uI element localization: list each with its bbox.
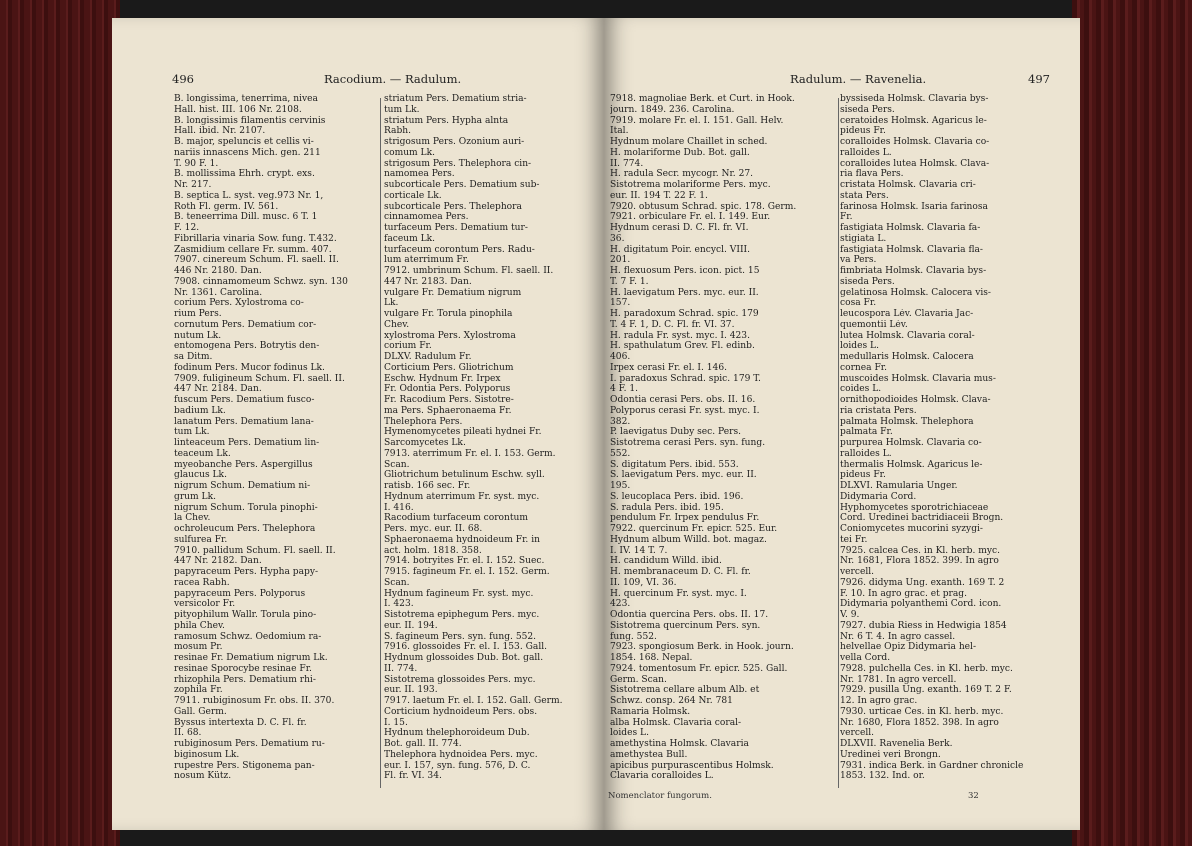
text-line: B. major, speluncis et cellis vi- [174, 137, 314, 147]
text-line: 12. In agro grac. [840, 696, 918, 706]
text-line: racea Rabh. [174, 577, 230, 588]
text-line: 552. [610, 448, 631, 459]
text-line: medullaris Holmsk. Calocera [840, 352, 974, 362]
text-line: linteaceum Pers. Dematium lin- [174, 438, 320, 448]
text-line: nigrum Schum. Torula pinophi- [174, 502, 318, 513]
text-line: Sistotrema cellare album Alb. et [610, 685, 760, 696]
text-line: 4 F. 1. [610, 384, 639, 395]
book-cover-left [0, 0, 120, 846]
text-line: fastigiata Holmsk. Clavaria fla- [840, 244, 984, 255]
text-line: V. 9. [840, 610, 860, 620]
text-line: quemontii Lév. [840, 319, 908, 330]
text-line: Uredinei veri Brongn. [840, 749, 941, 760]
text-line: nigrum Schum. Dematium ni- [174, 481, 311, 491]
text-line: ria cristata Pers. [840, 405, 917, 416]
text-line: Hydnum glossoides Dub. Bot. gall. [384, 653, 544, 663]
page-number: 496 [172, 72, 194, 86]
text-line: Fr. Odontia Pers. Polyporus [384, 384, 511, 395]
text-line: Scan. [384, 577, 410, 588]
text-line: 7910. pallidum Schum. Fl. saell. II. [174, 545, 336, 556]
text-line: tum Lk. [174, 427, 210, 438]
text-line: vercell. [840, 728, 875, 739]
text-line: amethystina Holmsk. Clavaria [610, 739, 749, 749]
text-line: Hyphomycetes sporotrichiaceae [840, 502, 989, 513]
text-line: strigosum Pers. Thelephora cin- [384, 158, 532, 169]
text-line: eur. II. 194 T. 22 F. 1. [610, 190, 708, 201]
text-line: S. leucoplaca Pers. ibid. 196. [610, 491, 744, 502]
text-line: DLXVI. Ramularia Unger. [840, 481, 958, 491]
text-line: 7923. spongiosum Berk. in Hook. journ. [610, 642, 794, 653]
text-line: ceratoides Holmsk. Agaricus le- [840, 115, 987, 126]
text-line: Sistotrema cerasi Pers. syn. fung. [610, 438, 766, 448]
text-line: corticale Lk. [384, 190, 442, 201]
text-line: palmata Fr. [840, 427, 893, 438]
text-line: II. 774. [384, 663, 418, 674]
text-line: myeobanche Pers. Aspergillus [174, 459, 313, 470]
running-head: Radulum. — Ravenelia. [790, 72, 927, 86]
text-line: resinae Fr. Dematium nigrum Lk. [174, 653, 328, 663]
text-line: 7931. indica Berk. in Gardner chronicle [840, 760, 1024, 771]
text-line: 7929. pusilla Ung. exanth. 169 T. 2 F. [840, 685, 1012, 696]
text-line: Nr. 1781. In agro vercell. [840, 674, 957, 685]
text-line: T. 7 F. 1. [610, 276, 649, 287]
text-line: DLXVII. Ravenelia Berk. [840, 739, 953, 749]
text-line: I. 15. [384, 717, 408, 728]
text-line: zophila Fr. [174, 685, 223, 696]
text-line: badium Lk. [174, 405, 226, 416]
text-line: 406. [610, 352, 631, 362]
text-line: turfaceum corontum Pers. Radu- [384, 244, 535, 255]
text-line: Fibrillaria vinaria Sow. fung. T.432. [174, 233, 337, 244]
text-line: Hydnum thelephoroideum Dub. [384, 728, 530, 739]
column-divider [838, 98, 839, 788]
text-line: subcorticale Pers. Dematium sub- [384, 180, 540, 190]
text-line: 423. [610, 599, 631, 610]
text-line: B. longissima, tenerrima, nivea [174, 94, 318, 104]
text-line: Odontia cerasi Pers. obs. II. 16. [610, 395, 756, 405]
text-line: Thelephora Pers. [384, 416, 463, 427]
text-line: rium Pers. [174, 309, 222, 319]
text-line: H. radula Fr. syst. myc. I. 423. [610, 330, 750, 341]
text-line: fastigiata Holmsk. Clavaria fa- [840, 223, 981, 233]
text-line: coralloides Holmsk. Clavaria co- [840, 137, 990, 147]
text-line: mosum Pr. [174, 642, 223, 653]
left-column-2 [384, 94, 594, 782]
text-line: versicolor Fr. [174, 599, 236, 610]
text-line: Clavaria coralloides L. [610, 771, 714, 782]
text-line: cosa Fr. [840, 298, 877, 309]
text-line: Sarcomycetes Lk. [384, 438, 466, 448]
text-line: Nr. 1680, Flora 1852. 398. In agro [840, 717, 999, 728]
text-line: corium Fr. [384, 341, 432, 352]
text-line: corium Pers. Xylostroma co- [174, 298, 304, 309]
text-line: nariis innascens Mich. gen. 211 [174, 147, 321, 158]
text-line: va Pers. [840, 255, 877, 266]
text-line: cornutum Pers. Dematium cor- [174, 319, 317, 330]
column-divider [380, 98, 381, 788]
text-line: H. digitatum Poir. encycl. VIII. [610, 244, 751, 255]
text-line: resinae Sporocybe resinae Fr. [174, 663, 312, 674]
text-line: 7928. pulchella Ces. in Kl. herb. myc. [840, 663, 1013, 674]
text-line: ratisb. 166 sec. Fr. [384, 481, 471, 491]
text-line: 7915. fagineum Fr. el. I. 152. Germ. [384, 567, 550, 577]
text-line: S. radula Pers. ibid. 195. [610, 502, 724, 513]
text-line: F. 10. In agro grac. et prag. [840, 588, 968, 599]
text-line: lum aterrimum Fr. [384, 255, 469, 266]
text-line: DLXV. Radulum Fr. [384, 352, 472, 362]
text-line: F. 12. [174, 223, 200, 233]
text-line: H. paradoxum Schrad. spic. 179 [610, 309, 759, 319]
right-page [604, 18, 1080, 830]
text-line: Hydnum fagineum Fr. syst. myc. [384, 588, 534, 599]
text-line: Zasmidium cellare Fr. summ. 407. [174, 244, 332, 255]
text-line: ramosum Schwz. Oedomium ra- [174, 631, 322, 642]
text-line: amethystea Bull. [610, 749, 688, 760]
text-line: leucospora Lév. Clavaria Jac- [840, 309, 974, 319]
text-line: vulgare Fr. Torula pinophila [384, 309, 513, 319]
text-line: Rabh. [384, 126, 412, 137]
text-line: Corticium Pers. Gliotrichum [384, 362, 514, 373]
text-line: vella Cord. [840, 653, 891, 663]
text-line: 7921. orbiculare Fr. el. I. 149. Eur. [610, 212, 771, 223]
text-line: Fr. [840, 212, 853, 223]
text-line: Hydnum album Willd. bot. magaz. [610, 534, 767, 545]
text-line: Racodium turfaceum corontum [384, 513, 529, 524]
text-line: siseda Pers. [840, 276, 895, 287]
text-line: ochroleucum Pers. Thelephora [174, 524, 316, 534]
text-line: fuscum Pers. Dematium fusco- [174, 395, 315, 405]
text-line: T. 90 F. 1. [174, 158, 219, 169]
text-line: Hydnum molare Chaillet in sched. [610, 137, 768, 147]
text-line: rupestre Pers. Stigonema pan- [174, 760, 315, 771]
text-line: lutea Holmsk. Clavaria coral- [840, 330, 975, 341]
text-line: glaucus Lk. [174, 470, 227, 481]
text-line: 7914. botryites Fr. el. I. 152. Suec. [384, 556, 545, 567]
text-line: S. digitatum Pers. ibid. 553. [610, 459, 739, 470]
text-line: 1854. 168. Nepal. [610, 653, 693, 663]
text-line: 201. [610, 255, 631, 266]
text-line: ralloides L. [840, 448, 892, 459]
text-line: Nr. 1681, Flora 1852. 399. In agro [840, 556, 999, 567]
text-line: sulfurea Fr. [174, 534, 228, 545]
text-line: Eschw. Hydnum Fr. Irpex [384, 373, 501, 384]
text-line: phila Chev. [174, 620, 225, 631]
text-line: Schwz. consp. 264 Nr. 781 [610, 696, 733, 706]
text-line: pityophilum Wallr. Torula pino- [174, 610, 317, 620]
text-line: journ. 1849. 236. Carolina. [610, 104, 735, 115]
text-line: siseda Pers. [840, 104, 895, 115]
text-line: Hymenomycetes pileati hydnei Fr. [384, 427, 542, 438]
text-line: Odontia quercina Pers. obs. II. 17. [610, 610, 769, 620]
text-line: II. 109, VI. 36. [610, 577, 677, 588]
text-line: Hydnum aterrimum Fr. syst. myc. [384, 491, 540, 502]
text-line: papyraceum Pers. Polyporus [174, 588, 306, 599]
text-line: Gliotrichum betulinum Eschw. syll. [384, 470, 545, 481]
text-line: H. spathulatum Grev. Fl. edinb. [610, 341, 755, 352]
text-line: apicibus purpurascentibus Holmsk. [610, 760, 774, 771]
text-line: H. molariforme Dub. Bot. gall. [610, 147, 750, 158]
right-column-2 [840, 94, 1052, 782]
text-line: rhizophila Pers. Dematium rhi- [174, 674, 316, 685]
text-line: Byssus intertexta D. C. Fl. fr. [174, 717, 307, 728]
text-line: Sphaeronaema hydnoideum Fr. in [384, 534, 540, 545]
text-line: rubiginosum Pers. Dematium ru- [174, 739, 325, 749]
text-line: Hydnum cerasi D. C. Fl. fr. VI. [610, 223, 749, 233]
text-line: 7913. aterrimum Fr. el. I. 153. Germ. [384, 448, 556, 459]
text-line: tum Lk. [384, 104, 420, 115]
text-line: faceum Lk. [384, 233, 436, 244]
text-line: 7930. urticae Ces. in Kl. herb. myc. [840, 706, 1004, 717]
text-line: H. candidum Willd. ibid. [610, 556, 722, 567]
text-line: pideus Fr. [840, 470, 886, 481]
text-line: Pers. myc. eur. II. 68. [384, 524, 483, 534]
text-line: H. quercinum Fr. syst. myc. I. [610, 588, 747, 599]
text-line: B. teneerrima Dill. musc. 6 T. 1 [174, 212, 318, 223]
text-line: Corticium hydnoideum Pers. obs. [384, 706, 538, 717]
text-line: eur. I. 157, syn. fung. 576, D. C. [384, 760, 531, 771]
text-line: eur. II. 194. [384, 620, 438, 631]
text-line: helvellae Opiz Didymaria hel- [840, 642, 977, 653]
text-line: vercell. [840, 567, 875, 577]
text-line: II. 774. [610, 158, 644, 169]
text-line: 447 Nr. 2183. Dan. [384, 276, 472, 287]
text-line: Didymaria polyanthemi Cord. icon. [840, 599, 1002, 610]
text-line: Fr. Racodium Pers. Sistotre- [384, 395, 514, 405]
text-line: cinnamomea Pers. [384, 212, 469, 223]
text-line: 7909. fuligineum Schum. Fl. saell. II. [174, 373, 345, 384]
text-line: 157. [610, 298, 631, 309]
text-line: I. IV. 14 T. 7. [610, 545, 668, 556]
text-line: alba Holmsk. Clavaria coral- [610, 717, 742, 728]
text-line: I. 416. [384, 502, 414, 513]
text-line: S. laevigatum Pers. myc. eur. II. [610, 470, 757, 481]
text-line: 7920. obtusum Schrad. spic. 178. Germ. [610, 201, 797, 212]
text-line: Nr. 1361. Carolina. [174, 287, 263, 298]
text-line: la Chev. [174, 513, 211, 524]
text-line: 7925. calcea Ces. in Kl. herb. myc. [840, 545, 1000, 556]
text-line: coralloides lutea Holmsk. Clava- [840, 158, 990, 169]
page-number: 497 [1028, 72, 1050, 86]
text-line: Sistotrema quercinum Pers. syn. [610, 620, 761, 631]
text-line: gelatinosa Holmsk. Calocera vis- [840, 287, 991, 298]
text-line: H. radula Secr. mycogr. Nr. 27. [610, 169, 754, 180]
text-line: 7916. glossoides Fr. el. I. 153. Gall. [384, 642, 548, 653]
text-line: Germ. Scan. [610, 674, 667, 685]
text-line: II. 68. [174, 728, 202, 739]
text-line: 7927. dubia Riess in Hedwigia 1854 [840, 620, 1007, 631]
left-column-1 [174, 94, 378, 782]
left-page [112, 18, 604, 830]
text-line: Ital. [610, 126, 629, 137]
text-line: ornithopodioides Holmsk. Clava- [840, 395, 991, 405]
text-line: turfaceum Pers. Dematium tur- [384, 223, 528, 233]
text-line: 7919. molare Fr. el. I. 151. Gall. Helv. [610, 115, 784, 126]
text-line: 7917. laetum Fr. el. I. 152. Gall. Germ. [384, 696, 563, 706]
text-line: Scan. [384, 459, 410, 470]
text-line: Nr. 6 T. 4. In agro cassel. [840, 631, 956, 642]
text-line: ria flava Pers. [840, 169, 904, 180]
text-line: byssiseda Holmsk. Clavaria bys- [840, 94, 989, 104]
text-line: B. septica L. syst. veg.973 Nr. 1, [174, 190, 324, 201]
text-line: H. laevigatum Pers. myc. eur. II. [610, 287, 759, 298]
text-line: B. mollissima Ehrh. crypt. exs. [174, 169, 315, 180]
text-line: 7911. rubiginosum Fr. obs. II. 370. [174, 696, 335, 706]
text-line: I. 423. [384, 599, 414, 610]
running-head: Racodium. — Radulum. [324, 72, 462, 86]
text-line: biginosum Lk. [174, 749, 240, 760]
text-line: lanatum Pers. Dematium lana- [174, 416, 314, 427]
text-line: 7926. didyma Ung. exanth. 169 T. 2 [840, 577, 1005, 588]
text-line: Coniomycetes mucorini syzygi- [840, 524, 983, 534]
text-line: I. paradoxus Schrad. spic. 179 T. [610, 373, 761, 384]
right-column-1 [610, 94, 836, 782]
text-line: T. 4 F. 1, D. C. Fl. fr. VI. 37. [610, 319, 735, 330]
text-line: pendulum Fr. Irpex pendulus Fr. [610, 513, 760, 524]
text-line: 7908. cinnamomeum Schwz. syn. 130 [174, 276, 348, 287]
text-line: 447 Nr. 2184. Dan. [174, 384, 262, 395]
text-line: loides L. [840, 341, 879, 352]
text-line: stata Pers. [840, 190, 889, 201]
text-line: H. flexuosum Pers. icon. pict. 15 [610, 266, 760, 276]
text-line: 7924. tomentosum Fr. epicr. 525. Gall. [610, 663, 788, 674]
text-line: papyraceum Pers. Hypha papy- [174, 567, 319, 577]
text-line: thermalis Holmsk. Agaricus le- [840, 459, 983, 470]
text-line: S. fagineum Pers. syn. fung. 552. [384, 631, 537, 642]
text-line: 7922. quercinum Fr. epicr. 525. Eur. [610, 524, 778, 534]
text-line: muscoides Holmsk. Clavaria mus- [840, 373, 996, 384]
text-line: 36. [610, 233, 625, 244]
text-line: fimbriata Holmsk. Clavaria bys- [840, 266, 987, 276]
text-line: 447 Nr. 2182. Dan. [174, 556, 262, 567]
left-page-header [112, 72, 604, 88]
text-line: purpurea Holmsk. Clavaria co- [840, 438, 982, 448]
text-line: H. membranaceum D. C. Fl. fr. [610, 567, 751, 577]
footer-sheet-number: 32 [968, 791, 979, 801]
text-line: Thelephora hydnoidea Pers. myc. [384, 749, 538, 760]
text-line: Irpex cerasi Fr. el. I. 146. [610, 362, 728, 373]
text-line: 382. [610, 416, 631, 427]
text-line: 7918. magnoliae Berk. et Curt. in Hook. [610, 94, 795, 104]
text-line: pideus Fr. [840, 126, 886, 137]
text-line: ralloides L. [840, 147, 892, 158]
text-line: 446 Nr. 2180. Dan. [174, 266, 262, 276]
text-line: stigiata L. [840, 233, 887, 244]
text-line: Fl. fr. VI. 34. [384, 771, 442, 782]
text-line: namomea Pers. [384, 169, 455, 180]
book-cover-right [1072, 0, 1192, 846]
text-line: Bot. gall. II. 774. [384, 739, 462, 749]
text-line: strigosum Pers. Ozonium auri- [384, 137, 525, 147]
text-line: ma Pers. Sphaeronaema Fr. [384, 405, 512, 416]
text-line: subcorticale Pers. Thelephora [384, 201, 522, 212]
text-line: vulgare Fr. Dematium nigrum [384, 287, 522, 298]
text-line: Didymaria Cord. [840, 491, 917, 502]
footer-signature: Nomenclator fungorum. [608, 791, 712, 801]
text-line: Hall. ibid. Nr. 2107. [174, 126, 266, 137]
text-line: 1853. 132. Ind. or. [840, 771, 925, 782]
text-line: fodinum Pers. Mucor fodinus Lk. [174, 362, 325, 373]
text-line: striatum Pers. Hypha alnta [384, 115, 509, 126]
text-line: nutum Lk. [174, 330, 222, 341]
text-line: Ramaria Holmsk. [610, 706, 691, 717]
text-line: Nr. 217. [174, 180, 212, 190]
text-line: Lk. [384, 298, 399, 309]
text-line: grum Lk. [174, 491, 216, 502]
text-line: Hall. hist. III. 106 Nr. 2108. [174, 104, 302, 115]
text-line: cornea Fr. [840, 362, 888, 373]
text-line: palmata Holmsk. Thelephora [840, 416, 974, 427]
text-line: entomogena Pers. Botrytis den- [174, 341, 320, 352]
text-line: B. longissimis filamentis cervinis [174, 115, 326, 126]
text-line: xylostroma Pers. Xylostroma [384, 330, 516, 341]
text-line: striatum Pers. Dematium stria- [384, 94, 527, 104]
text-line: nosum Kütz. [174, 771, 232, 782]
text-line: Sistotrema epiphegum Pers. myc. [384, 610, 540, 620]
text-line: Polyporus cerasi Fr. syst. myc. I. [610, 405, 760, 416]
text-line: Cord. Uredinei bactridiaceii Brogn. [840, 513, 1004, 524]
text-line: 7912. umbrinum Schum. Fl. saell. II. [384, 266, 554, 276]
text-line: Sistotrema glossoides Pers. myc. [384, 674, 536, 685]
text-line: 195. [610, 481, 631, 491]
text-line: tei Fr. [840, 534, 868, 545]
text-line: Chev. [384, 319, 410, 330]
text-line: farinosa Holmsk. Isaria farinosa [840, 201, 988, 212]
text-line: loides L. [610, 728, 649, 739]
text-line: Roth Fl. germ. IV. 561. [174, 201, 279, 212]
text-line: 7907. cinereum Schum. Fl. saell. II. [174, 255, 339, 266]
text-line: comum Lk. [384, 147, 436, 158]
text-line: act. holm. 1818. 358. [384, 545, 482, 556]
text-line: teaceum Lk. [174, 448, 231, 459]
text-line: Gall. Germ. [174, 706, 227, 717]
text-line: cristata Holmsk. Clavaria cri- [840, 180, 976, 190]
text-line: coides L. [840, 384, 882, 395]
text-line: P. laevigatus Duby sec. Pers. [610, 427, 742, 438]
right-page-header [604, 72, 1080, 88]
text-line: Sistotrema molariforme Pers. myc. [610, 180, 771, 190]
text-line: eur. II. 193. [384, 685, 438, 696]
text-line: fung. 552. [610, 631, 657, 642]
text-line: sa Ditm. [174, 352, 213, 362]
